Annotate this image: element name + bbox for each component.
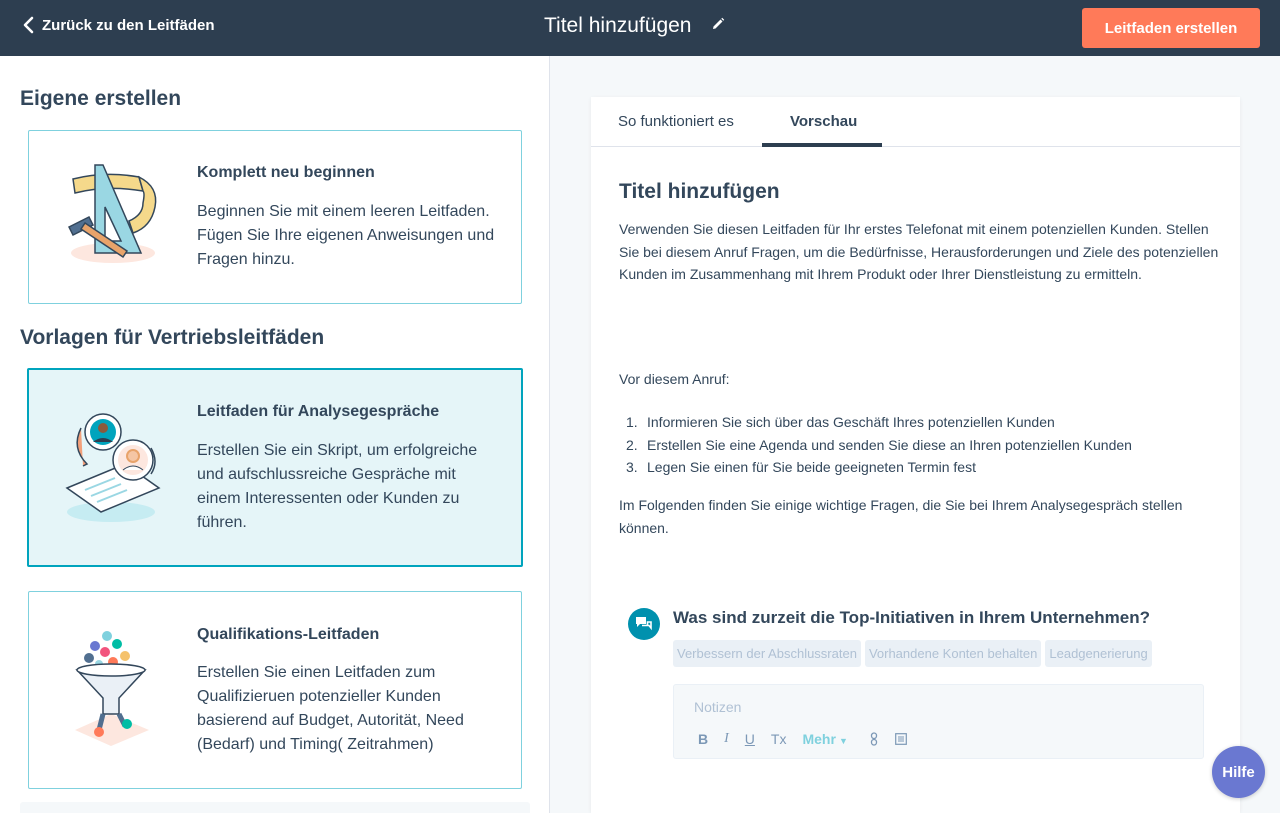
- discovery-call-description: Erstellen Sie ein Skript, um erfolgreiche und aufschlussreiche Gespräche mit einem Interessenten oder Kunden zu führen.: [197, 442, 478, 531]
- tab-preview[interactable]: Vorschau: [790, 113, 858, 130]
- preview-tabs: [591, 97, 1240, 147]
- tab-how-it-works[interactable]: So funktioniert es: [618, 113, 734, 130]
- page-title[interactable]: Titel hinzufügen: [544, 14, 692, 37]
- clear-format-button[interactable]: Tx: [770, 731, 787, 747]
- question-text: Was sind zurzeit die Top-Initiativen in Ihrem Unternehmen?: [673, 608, 1150, 627]
- start-blank-title: Komplett neu beginnen: [197, 164, 375, 181]
- italic-button[interactable]: I: [724, 731, 729, 746]
- list-item: 3. Legen Sie einen für Sie beide geeigneten Termin fest: [626, 459, 976, 475]
- preview-panel: [591, 97, 1240, 813]
- notes-field[interactable]: [673, 684, 1204, 759]
- own-section-title: Eigene erstellen: [20, 87, 182, 110]
- chevron-left-icon: [22, 16, 34, 34]
- chip-lead-generation[interactable]: Leadgenerierung: [1045, 640, 1151, 667]
- rich-text-toolbar: [698, 731, 923, 747]
- start-blank-description: Beginnen Sie mit einem leeren Leitfaden. Fügen Sie Ihre eigenen Anweisungen und Fragen hinzu.: [197, 203, 495, 268]
- bold-button[interactable]: B: [698, 731, 709, 747]
- create-playbook-button[interactable]: Leitfaden erstellen: [1082, 8, 1260, 48]
- list-item: 1. Informieren Sie sich über das Geschäft Ihres potenziellen Kunden: [626, 414, 1055, 430]
- link-icon[interactable]: [870, 732, 879, 746]
- qualification-title: Qualifikations-Leitfaden: [197, 626, 380, 643]
- list-item: 2. Erstellen Sie eine Agenda und senden Sie diese an Ihren potenziellen Kunden: [626, 436, 1132, 453]
- caret-down-icon: ▼: [838, 736, 848, 746]
- funnel-illustration: [55, 630, 167, 750]
- template-list-panel: [0, 56, 550, 813]
- ruler-hammer-illustration: [55, 157, 167, 277]
- discovery-call-template-card[interactable]: [27, 368, 523, 567]
- title-area: [544, 14, 725, 38]
- chip-retain-accounts[interactable]: Vorhandene Konten behalten: [865, 640, 1041, 667]
- snippet-icon[interactable]: [895, 733, 907, 745]
- qualification-template-card[interactable]: [28, 591, 522, 789]
- back-to-playbooks-link[interactable]: [22, 16, 215, 34]
- start-blank-card[interactable]: [28, 130, 522, 304]
- before-call-label: Vor diesem Anruf:: [619, 371, 730, 387]
- discovery-call-title: Leitfaden für Analysegespräche: [197, 403, 440, 420]
- conversation-illustration: [55, 408, 167, 528]
- following-text: Im Folgenden finden Sie einige wichtige Fragen, die Sie bei Ihrem Analysegespräch stellen können.: [619, 497, 1183, 536]
- preview-title: Titel hinzufügen: [619, 180, 780, 203]
- preview-intro: Verwenden Sie diesen Leitfaden für Ihr erstes Telefonat mit einem potenziellen Kunden. Stellen Sie bei diesem Anruf Fragen, um die Bedürfnisse, Herausforderungen und Ziele des potenziellen Kunden im Zusammenhang mit Ihrem Produkt oder Ihrer Dienstleistung zu ermitteln.: [619, 221, 1219, 282]
- question-chat-icon: [628, 608, 660, 640]
- templates-section-title: Vorlagen für Vertriebsleitfäden: [20, 326, 325, 349]
- answer-chips: [673, 640, 1156, 667]
- qualification-description: Erstellen Sie einen Leitfaden zum Qualifizieruen potenzieller Kunden basierend auf Budget, Autorität, Need (Bedarf) und Timing( Zeitrahmen): [197, 664, 464, 753]
- notes-placeholder: Notizen: [694, 699, 742, 715]
- more-dropdown[interactable]: Mehr ▼: [802, 731, 848, 747]
- back-label: Zurück zu den Leitfäden: [42, 16, 215, 34]
- top-bar: [0, 0, 1280, 56]
- pencil-icon[interactable]: [711, 17, 725, 31]
- next-card-edge: [20, 802, 530, 813]
- help-button[interactable]: Hilfe: [1212, 746, 1265, 798]
- underline-button[interactable]: U: [744, 731, 755, 747]
- chip-close-rates[interactable]: Verbessern der Abschlussraten: [673, 640, 861, 667]
- active-tab-indicator: [762, 143, 882, 147]
- steps-list: [619, 411, 1219, 479]
